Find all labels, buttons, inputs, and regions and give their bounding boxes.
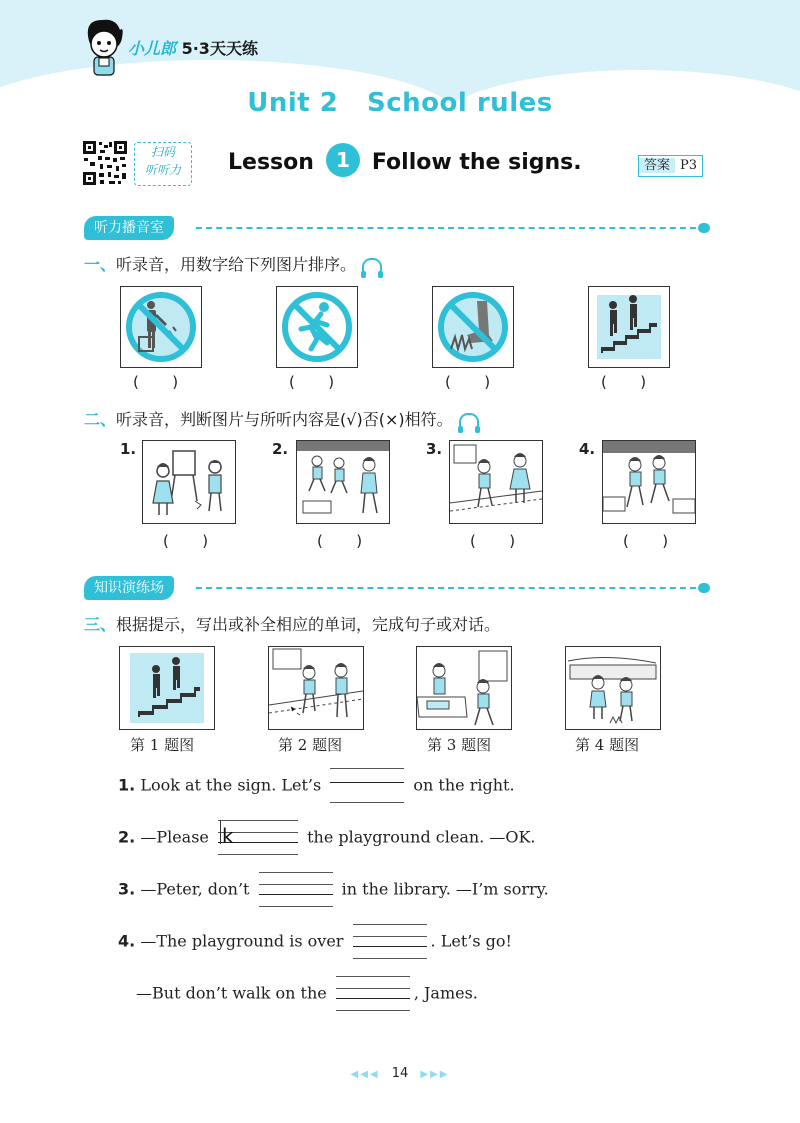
answer-label: 答案 (639, 158, 675, 173)
hint-caption-2: 第 2 题图 (278, 736, 343, 754)
no-littering-icon (121, 287, 201, 367)
sentence-4 (118, 924, 512, 960)
section-divider-end (698, 583, 710, 593)
scene-3-picture (449, 440, 543, 524)
sentence-2 (118, 820, 535, 856)
library-kids-icon (417, 647, 511, 729)
sign-no-running (276, 286, 358, 368)
hallway-kids-icon (603, 441, 695, 523)
answer-paren-1-4[interactable]: ( ) (601, 373, 647, 391)
sign-no-stepping-on-grass (432, 286, 514, 368)
hint-picture-3 (416, 646, 512, 730)
headphone-icon[interactable] (362, 258, 382, 274)
question-2-heading (84, 407, 479, 430)
lesson-title (228, 146, 582, 180)
answer-paren-2-2[interactable]: ( ) (317, 532, 363, 550)
sentence-1-before: Look at the sign. Let’s (140, 775, 322, 795)
hint-picture-1 (119, 646, 215, 730)
sentence-4-before: —The playground is over (140, 931, 344, 951)
page-number: 14 (391, 1066, 409, 1081)
playground-litter-icon (269, 647, 363, 729)
sentence-4-number: 4. (118, 931, 136, 951)
question-1-text: 听录音，用数字给下列图片排序。 (116, 255, 357, 274)
no-stepping-on-grass-icon (433, 287, 513, 367)
qr-code-icon[interactable] (82, 140, 128, 186)
question-3-text: 根据提示，写出或补全相应的单词，完成句子或对话。 (116, 615, 501, 634)
scene-3-number: 3. (426, 440, 443, 458)
sign-no-littering (120, 286, 202, 368)
sentence-5 (136, 976, 478, 1012)
question-2-text: 听录音，判断图片与所听内容是(√)否(×)相符。 (116, 410, 453, 429)
scan-label-line1: 扫码 (150, 145, 175, 159)
answer-paren-2-4[interactable]: ( ) (623, 532, 669, 550)
sentence-4-blank[interactable] (353, 924, 427, 960)
question-3-heading (84, 612, 500, 635)
sentence-2-hint-letter: k (221, 824, 234, 848)
brand-name: 小儿郎 (128, 39, 177, 58)
classroom-running-icon (297, 441, 389, 523)
sentence-3-blank[interactable] (259, 872, 333, 908)
sign-walk-upstairs (588, 286, 670, 368)
section-divider (196, 227, 696, 229)
walk-on-grass-icon (566, 647, 660, 729)
answer-paren-2-1[interactable]: ( ) (163, 532, 209, 550)
unit-title: Unit 2 School rules (247, 88, 553, 118)
mascot-logo-icon (82, 16, 126, 78)
answer-reference[interactable] (638, 155, 703, 177)
hint-caption-4: 第 4 题图 (575, 736, 640, 754)
page-footer (0, 1066, 800, 1081)
sentence-2-after: the playground clean. —OK. (307, 827, 536, 847)
sentence-5-blank[interactable] (336, 976, 410, 1012)
sentence-5-before: —But don’t walk on the (136, 983, 327, 1003)
sentence-2-blank[interactable] (218, 820, 298, 856)
section-divider (196, 587, 696, 589)
lesson-number-badge: 1 (326, 143, 360, 177)
scene-1-picture (142, 440, 236, 524)
question-2-number: 二、 (84, 410, 117, 429)
scene-2-picture (296, 440, 390, 524)
sentence-2-before: —Please (140, 827, 209, 847)
answer-paren-1-3[interactable]: ( ) (445, 373, 491, 391)
sentence-1-number: 1. (118, 775, 136, 795)
listening-section-tag: 听力播音室 (84, 216, 174, 240)
sentence-3-before: —Peter, don’t (140, 879, 250, 899)
section-divider-end (698, 223, 710, 233)
sentence-3 (118, 872, 549, 908)
sentence-1-after: on the right. (413, 775, 515, 795)
answer-paren-1-2[interactable]: ( ) (289, 373, 335, 391)
scene-1-number: 1. (120, 440, 137, 458)
hint-caption-3: 第 3 题图 (427, 736, 492, 754)
answer-paren-1-1[interactable]: ( ) (133, 373, 179, 391)
footer-arrows-right: ▶▶▶ (420, 1069, 450, 1080)
scene-4-picture (602, 440, 696, 524)
scene-2-number: 2. (272, 440, 289, 458)
question-3-number: 三、 (84, 615, 117, 634)
lesson-name: Follow the signs. (371, 150, 582, 175)
sentence-4-after: . Let’s go! (430, 931, 512, 951)
scan-to-listen-label (134, 142, 192, 186)
brand-title (128, 36, 258, 59)
hint-caption-1: 第 1 题图 (130, 736, 195, 754)
answer-page: P3 (680, 158, 698, 173)
no-running-icon (277, 287, 357, 367)
practice-section-tag: 知识演练场 (84, 576, 174, 600)
walk-upstairs-icon (120, 647, 214, 729)
hint-picture-4 (565, 646, 661, 730)
walk-upstairs-icon (589, 287, 669, 367)
lesson-word: Lesson (228, 150, 314, 175)
scan-label-line2: 听听力 (144, 163, 181, 177)
sentence-1 (118, 768, 515, 804)
question-1-number: 一、 (84, 255, 117, 274)
sentence-1-blank[interactable] (330, 768, 404, 804)
headphone-icon[interactable] (459, 413, 479, 429)
drawing-scene-icon (143, 441, 235, 523)
hint-picture-2 (268, 646, 364, 730)
scene-4-number: 4. (579, 440, 596, 458)
sentence-3-after: in the library. —I’m sorry. (341, 879, 549, 899)
question-1-heading (84, 252, 382, 275)
sentence-5-after: , James. (413, 983, 478, 1003)
sentence-2-number: 2. (118, 827, 136, 847)
sentence-3-number: 3. (118, 879, 136, 899)
playground-kids-icon (450, 441, 542, 523)
brand-series: 5·3天天练 (181, 39, 258, 58)
answer-paren-2-3[interactable]: ( ) (470, 532, 516, 550)
footer-arrows-left: ◀◀◀ (350, 1069, 380, 1080)
